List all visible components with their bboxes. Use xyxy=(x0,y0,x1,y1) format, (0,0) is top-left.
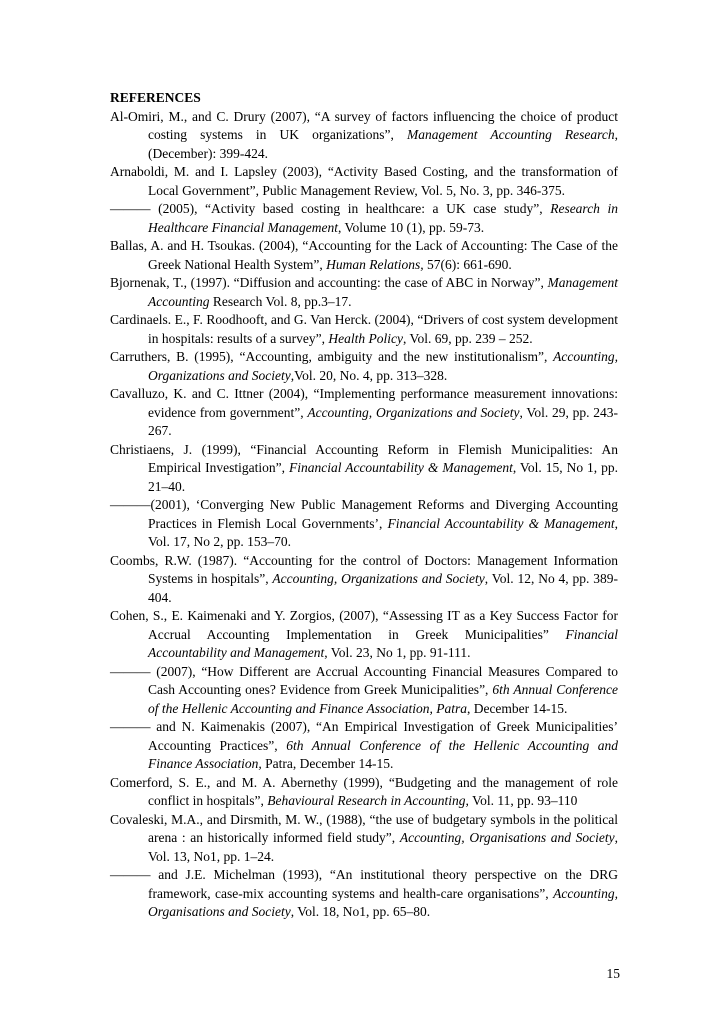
reference-entry xyxy=(110,274,618,311)
reference-italic-text: Research in Healthcare Financial Management xyxy=(148,201,619,235)
reference-text: Ballas, A. and H. Tsoukas. (2004), “Accounting for the Lack of Accounting: The Case of the Greek National Health System”, xyxy=(110,238,618,272)
reference-text: , Vol. 13, No1, pp. 1–24. xyxy=(148,830,618,864)
reference-text: Patra, December 14-15. xyxy=(261,756,394,771)
reference-italic-text: Accounting, Organizations and Society xyxy=(272,571,485,586)
reference-text: Comerford, S. E., and M. A. Abernethy (1999), “Budgeting and the management of role conflict in hospitals”, xyxy=(110,774,618,808)
reference-italic-text: Accounting, Organizations and Society xyxy=(307,404,520,420)
reference-italic-text: Financial Accountability and Management xyxy=(148,626,618,660)
reference-text: , Vol. 29, pp. 243-267. xyxy=(148,404,618,438)
reference-entry xyxy=(110,663,618,719)
reference-text: Arnaboldi, M. and I. Lapsley (2003), “Activity Based Costing, and the transformation of Local Government”, Public Management Review, Vol. 5, No. 3, pp. 346-375. xyxy=(110,164,618,198)
reference-entry xyxy=(110,607,618,663)
reference-italic-text: Behavioural Research in Accounting, xyxy=(267,793,469,808)
reference-entry xyxy=(110,163,618,200)
references-heading: REFERENCES xyxy=(110,90,201,105)
reference-text: ——— (2005), “Activity based costing in healthcare: a UK case study”, xyxy=(110,201,551,216)
reference-text: , Vol. 17, No 2, pp. 153–70. xyxy=(148,515,619,549)
reference-italic-text: Management Accounting xyxy=(148,275,618,309)
reference-italic-text: Human Relations, xyxy=(326,256,424,272)
reference-italic-text: Health Policy xyxy=(328,330,403,346)
reference-entry xyxy=(110,552,618,608)
reference-italic-text: Management Accounting Research xyxy=(407,127,615,142)
references-section xyxy=(110,89,618,922)
reference-italic-text: 6th Annual Conference of the Hellenic Accounting and Finance Association, xyxy=(148,737,618,771)
reference-entry xyxy=(110,108,618,164)
reference-text: Bjornenak, T., (1997). “Diffusion and accounting: the case of ABC in Norway”, xyxy=(110,275,548,290)
reference-text: Cohen, S., E. Kaimenaki and Y. Zorgios, (2007), “Assessing IT as a Key Success Factor for Accrual Accounting Implementation in Greek Municipalities” xyxy=(110,608,618,642)
reference-list xyxy=(110,108,618,922)
reference-text: , Vol. 12, No 4, pp. 389-404. xyxy=(148,571,618,605)
reference-entry xyxy=(110,237,618,274)
reference-text: Cavalluzo, K. and C. Ittner (2004), “Implementing performance measurement innovations: evidence from government”, xyxy=(110,386,618,420)
reference-text: ——— and J.E. Michelman (1993), “An institutional theory perspective on the DRG framework, case-mix accounting systems and health-care organisations”, xyxy=(110,867,618,901)
reference-entry xyxy=(110,718,618,774)
reference-entry xyxy=(110,348,618,385)
reference-text: ——— and N. Kaimenakis (2007), “An Empirical Investigation of Greek Municipalities’ Accounting Practices”, xyxy=(110,719,618,753)
reference-text: , (December): 399-424. xyxy=(148,127,618,161)
reference-entry xyxy=(110,496,618,552)
reference-text: , Volume 10 (1), pp. 59-73. xyxy=(337,219,485,235)
reference-entry xyxy=(110,774,618,811)
reference-text: , Vol. 15, No 1, pp. 21–40. xyxy=(148,460,618,494)
reference-entry xyxy=(110,811,618,867)
reference-text: ———(2001), ‘Converging New Public Management Reforms and Diverging Accounting Practices in Flemish Local Governments’, xyxy=(110,497,618,531)
reference-italic-text: Financial Accountability & Management xyxy=(289,460,513,475)
page-number: 15 xyxy=(606,966,620,981)
reference-text: ——— (2007), “How Different are Accrual Accounting Financial Measures Compared to Cash Accounting ones? Evidence from Greek Municipalities”, xyxy=(110,663,618,697)
reference-text: , Vol. 69, pp. 239 – 252. xyxy=(402,330,533,346)
reference-italic-text: Financial Accountability & Management xyxy=(387,515,615,531)
reference-text: , Vol. 18, No1, pp. 65–80. xyxy=(290,904,431,919)
reference-text: 57(6): 661-690. xyxy=(423,256,512,272)
reference-text: , Vol. 23, No 1, pp. 91-111. xyxy=(324,645,471,660)
reference-text: ,Vol. 20, No. 4, pp. 313–328. xyxy=(290,367,448,383)
reference-entry xyxy=(110,385,618,441)
reference-text: Cardinaels. E., F. Roodhooft, and G. Van Herck. (2004), “Drivers of cost system development in hospitals: results of a survey”, xyxy=(110,312,618,346)
reference-text: Christiaens, J. (1999), “Financial Accounting Reform in Flemish Municipalities: An Empirical Investigation”, xyxy=(110,441,618,475)
reference-italic-text: Accounting, Organisations and Society xyxy=(148,885,618,919)
reference-text: Carruthers, B. (1995), “Accounting, ambiguity and the new institutionalism”, xyxy=(110,349,554,364)
reference-italic-text: 6th Annual Conference of the Hellenic Accounting and Finance Association, Patra xyxy=(148,682,618,716)
reference-text: Coombs, R.W. (1987). “Accounting for the control of Doctors: Management Information Systems in hospitals”, xyxy=(110,552,618,586)
reference-italic-text: Accounting, Organisations and Society xyxy=(399,830,615,845)
reference-entry xyxy=(110,866,618,922)
reference-text: Al-Omiri, M., and C. Drury (2007), “A survey of factors influencing the choice of product costing systems in UK organizations”, xyxy=(110,108,618,142)
reference-text: Covaleski, M.A., and Dirsmith, M. W., (1988), “the use of budgetary symbols in the political arena : an historically informed field study”, xyxy=(110,811,618,845)
reference-text: Research Vol. 8, pp.3–17. xyxy=(209,293,352,309)
reference-entry xyxy=(110,200,618,237)
reference-text: Vol. 11, pp. 93–110 xyxy=(468,793,578,808)
reference-entry xyxy=(110,311,618,348)
reference-text: , December 14-15. xyxy=(466,700,568,716)
reference-italic-text: Accounting, Organizations and Society xyxy=(148,349,618,383)
reference-entry xyxy=(110,441,618,497)
